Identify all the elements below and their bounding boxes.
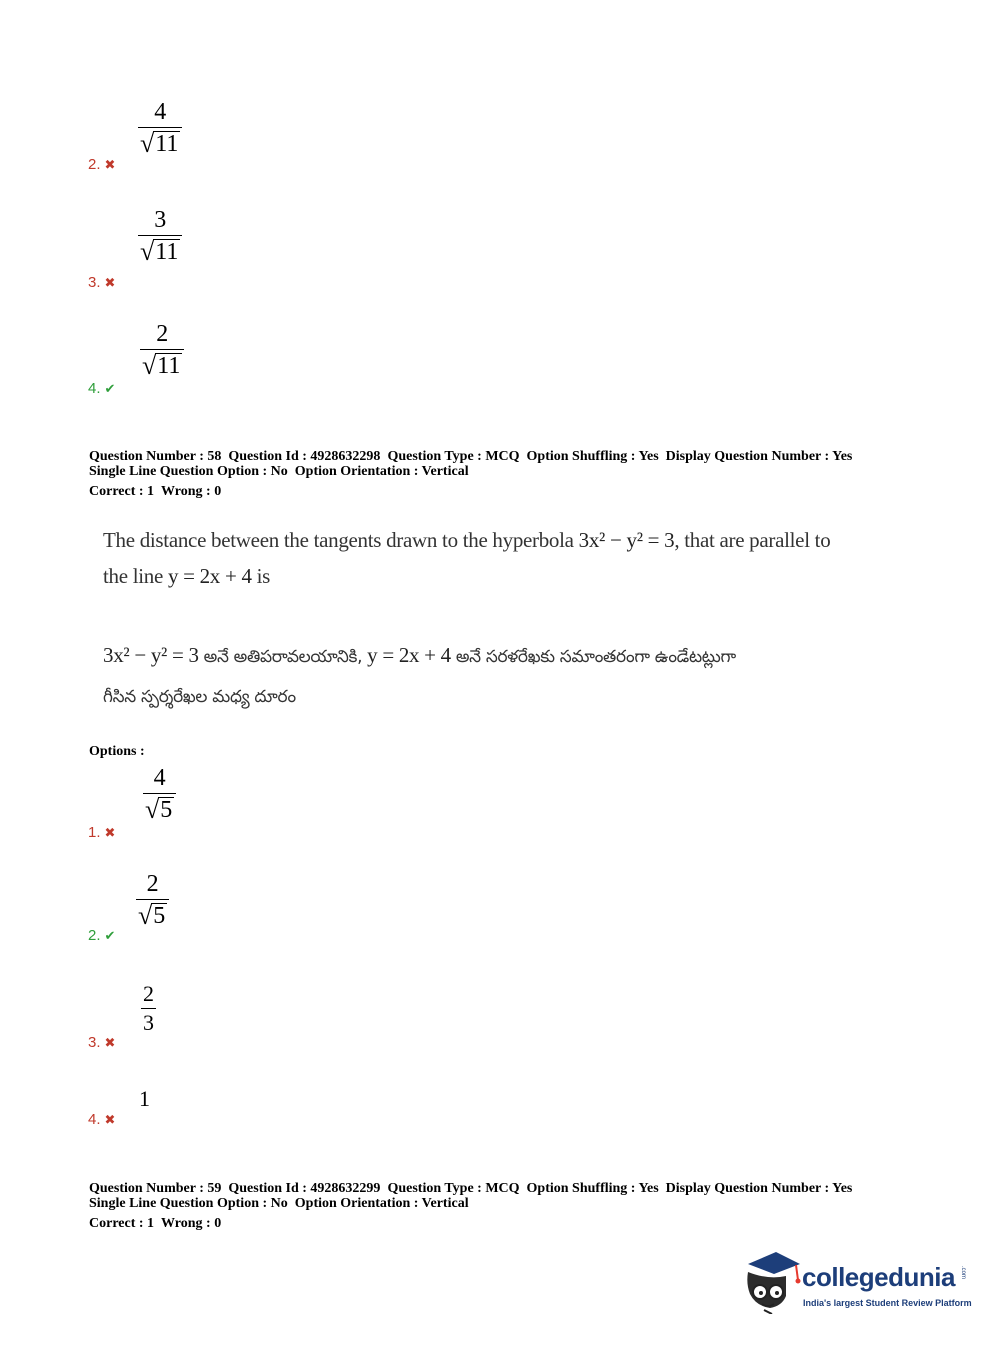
cross-icon: ✖ <box>104 1113 116 1128</box>
check-icon: ✔ <box>104 382 116 397</box>
prev-option-4 <box>88 322 288 402</box>
option-number: 4. <box>88 380 101 397</box>
meta-line-1: Question Number : 59 Question Id : 4928632299 Question Type : MCQ Option Shuffling : Yes Display Question Number : Yes <box>89 1181 853 1196</box>
collegedunia-logo <box>742 1250 972 1320</box>
equation: 3x² − y² = 3 <box>103 643 199 667</box>
q58-option-3 <box>88 983 288 1063</box>
option-fraction: 3 √ 11 <box>138 208 182 265</box>
cross-icon: ✖ <box>104 826 116 841</box>
option-number: 3. <box>88 1034 101 1051</box>
meta-line-1: Question Number : 58 Question Id : 4928632298 Question Type : MCQ Option Shuffling : Yes Display Question Number : Yes <box>89 449 853 464</box>
option-number: 2. <box>88 927 101 944</box>
option-number: 1. <box>88 824 101 841</box>
equation: y = 2x + 4 <box>367 643 451 667</box>
option-value: 1 <box>139 1086 150 1111</box>
cross-icon: ✖ <box>104 276 116 291</box>
meta-line-3: Correct : 1 Wrong : 0 <box>89 1216 222 1231</box>
check-icon: ✔ <box>104 929 116 944</box>
prev-option-3 <box>88 208 288 293</box>
cross-icon: ✖ <box>104 158 116 173</box>
question-58-meta <box>89 449 852 499</box>
option-number: 3. <box>88 274 101 291</box>
prev-option-2 <box>88 100 288 180</box>
option-fraction: $\frac{2}{3}$ <box>143 981 154 1035</box>
logo-suffix: .com <box>960 1266 966 1280</box>
option-fraction: 4 √ 11 <box>138 100 182 157</box>
question-58-telugu: 3x² − y² = 3 అనే అతిపరావలయానికి, y = 2x + 4 అనే సరళరేఖకు సమాంతరంగా ఉండేటట్లుగా గీసిన స్పర్శరేఖల మధ్య దూరం <box>103 643 736 707</box>
meta-line-3: Correct : 1 Wrong : 0 <box>89 484 222 499</box>
q58-option-4 <box>88 1086 288 1136</box>
option-number: 2. <box>88 156 101 173</box>
options-label: Options : <box>89 744 145 759</box>
mascot-icon <box>742 1250 802 1314</box>
equation: y = 2x + 4 <box>167 564 252 588</box>
question-58-english: The distance between the tangents drawn to the hyperbola 3x² − y² = 3, that are parallel to the line y = 2x + 4 is <box>103 528 831 588</box>
option-fraction: 4 √ 5 <box>143 766 176 823</box>
option-fraction: 2 √ 11 <box>140 322 184 379</box>
meta-line-2: Single Line Question Option : No Option Orientation : Vertical <box>89 1196 469 1211</box>
logo-wordmark: collegedunia <box>802 1262 955 1292</box>
q58-option-2 <box>88 872 288 952</box>
cross-icon: ✖ <box>104 1036 116 1051</box>
meta-line-2: Single Line Question Option : No Option Orientation : Vertical <box>89 464 469 479</box>
option-fraction: 2 √ 5 <box>136 872 169 929</box>
logo-tagline: India's largest Student Review Platform <box>803 1298 972 1308</box>
question-59-meta <box>89 1181 852 1231</box>
equation: 3x² − y² = 3 <box>578 528 675 552</box>
option-number: 4. <box>88 1111 101 1128</box>
q58-option-1 <box>88 766 288 846</box>
